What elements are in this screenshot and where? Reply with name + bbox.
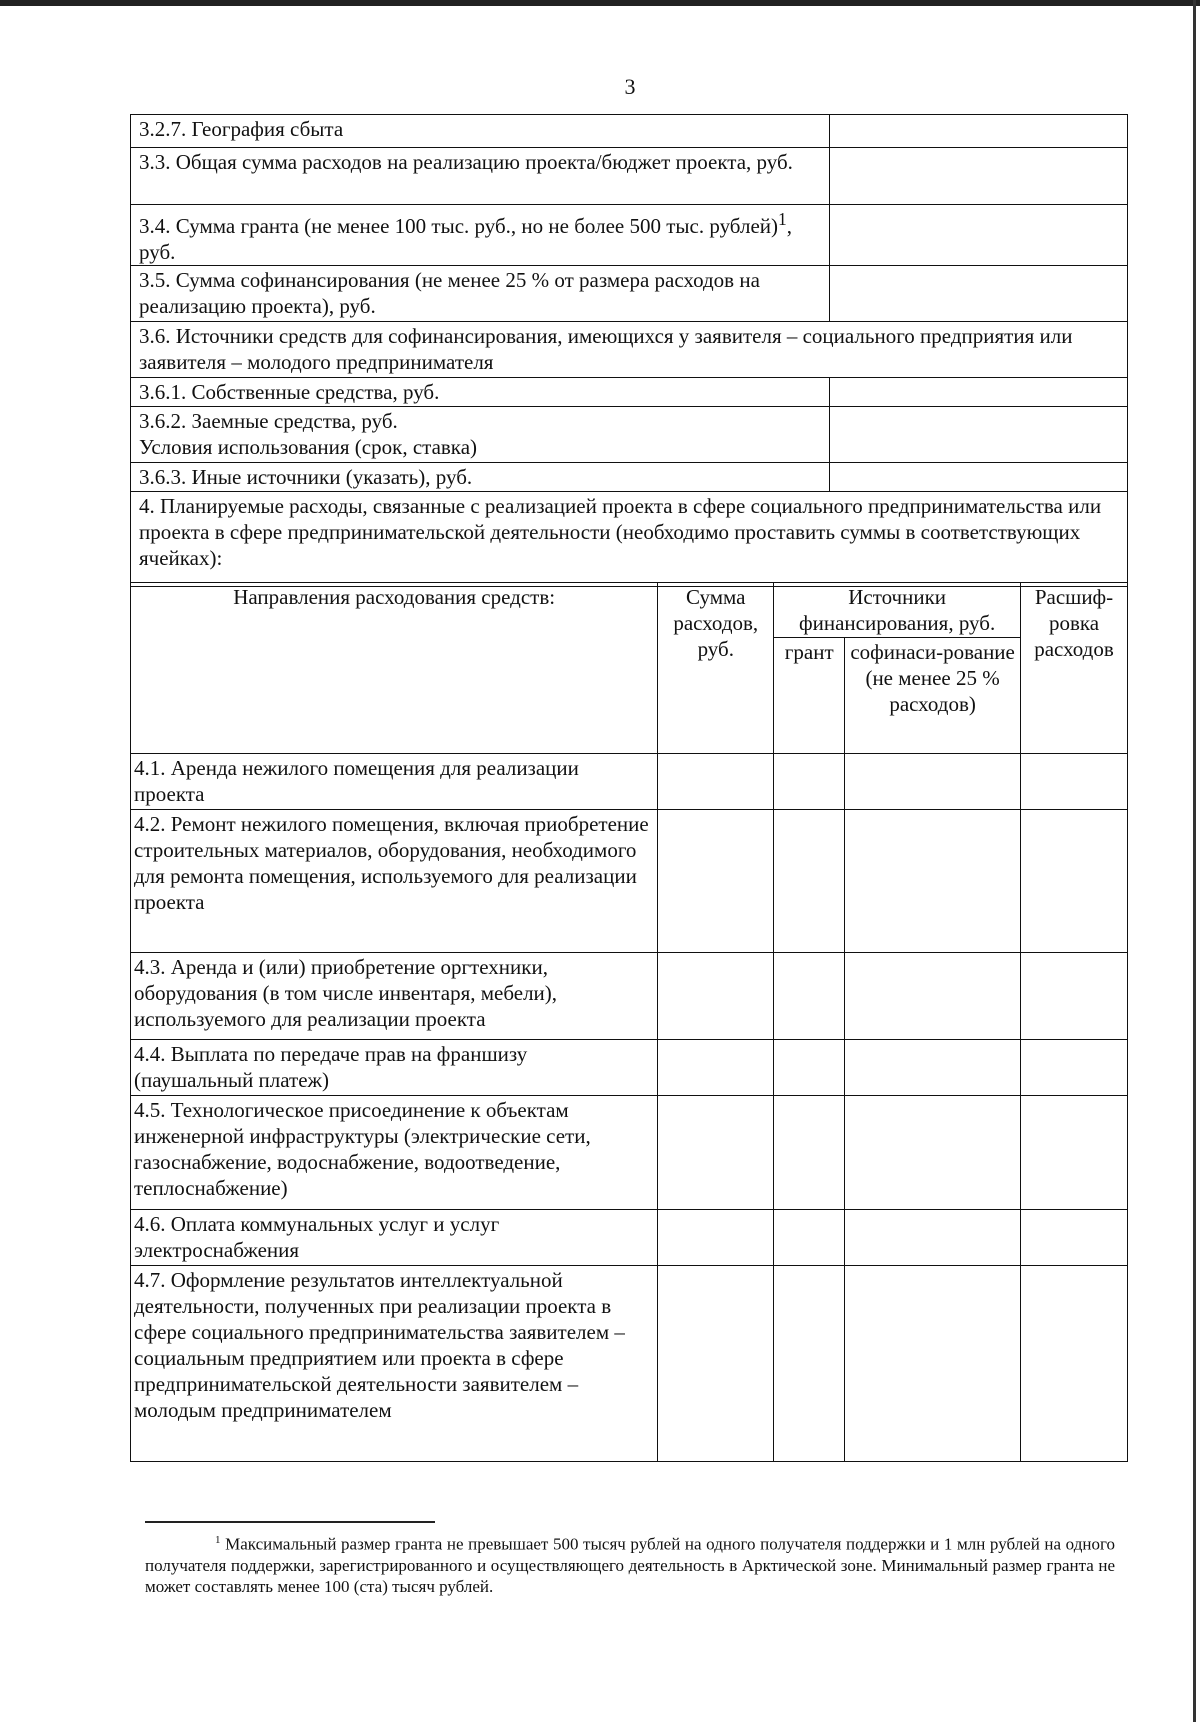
grant-cell[interactable] bbox=[774, 1210, 845, 1266]
value-cell[interactable] bbox=[830, 407, 1128, 463]
decoding-cell[interactable] bbox=[1021, 1040, 1128, 1096]
cofinancing-cell[interactable] bbox=[845, 1266, 1021, 1462]
table-row bbox=[131, 1210, 1128, 1266]
section-header: 3.6. Источники средств для софинансирования, имеющихся у заявителя – социального предприятия или заявителя – молодого предпринимателя bbox=[131, 322, 1128, 378]
row-label: 3.3. Общая сумма расходов на реализацию проекта/бюджет проекта, руб. bbox=[131, 148, 830, 205]
sum-cell[interactable] bbox=[658, 1266, 774, 1462]
top-border-line bbox=[0, 0, 1200, 6]
row-label: 3.6.1. Собственные средства, руб. bbox=[131, 378, 830, 407]
value-cell[interactable] bbox=[830, 463, 1128, 492]
header-sum: Сумма расходов, руб. bbox=[658, 583, 774, 754]
value-cell[interactable] bbox=[830, 205, 1128, 266]
cofinancing-cell[interactable] bbox=[845, 953, 1021, 1040]
header-decoding: Расшиф-ровка расходов bbox=[1021, 583, 1128, 754]
table-row bbox=[131, 754, 1128, 810]
row-label-main: 3.4. Сумма гранта (не менее 100 тыс. руб., но не более 500 тыс. рублей) bbox=[139, 214, 778, 238]
cofinancing-cell[interactable] bbox=[845, 754, 1021, 810]
footnote-separator bbox=[145, 1521, 435, 1523]
row-label bbox=[131, 407, 830, 463]
cofinancing-cell[interactable] bbox=[845, 1040, 1021, 1096]
table-header-row bbox=[131, 583, 1128, 638]
header-grant: грант bbox=[774, 638, 845, 754]
decoding-cell[interactable] bbox=[1021, 1210, 1128, 1266]
table-row bbox=[131, 1040, 1128, 1096]
decoding-cell[interactable] bbox=[1021, 810, 1128, 953]
sum-cell[interactable] bbox=[658, 1096, 774, 1210]
expense-label: 4.6. Оплата коммунальных услуг и услуг электроснабжения bbox=[131, 1210, 658, 1266]
table-row bbox=[131, 378, 1128, 407]
table-row bbox=[131, 1266, 1128, 1462]
grant-cell[interactable] bbox=[774, 1266, 845, 1462]
value-cell[interactable] bbox=[830, 115, 1128, 148]
cofinancing-cell[interactable] bbox=[845, 1096, 1021, 1210]
header-cofinancing: софинаси-рование (не менее 25 % расходов) bbox=[845, 638, 1021, 754]
cofinancing-cell[interactable] bbox=[845, 1210, 1021, 1266]
cofinancing-cell[interactable] bbox=[845, 810, 1021, 953]
row-label-line: 3.6.2. Заемные средства, руб. bbox=[139, 409, 398, 433]
header-sources: Источники финансирования, руб. bbox=[774, 583, 1021, 638]
expense-label: 4.4. Выплата по передаче прав на франшизу (паушальный платеж) bbox=[131, 1040, 658, 1096]
table-row bbox=[131, 148, 1128, 205]
decoding-cell[interactable] bbox=[1021, 1096, 1128, 1210]
grant-cell[interactable] bbox=[774, 1040, 845, 1096]
value-cell[interactable] bbox=[830, 378, 1128, 407]
table-row bbox=[131, 115, 1128, 148]
table-row bbox=[131, 810, 1128, 953]
expense-label: 4.3. Аренда и (или) приобретение оргтехники, оборудования (в том числе инвентаря, мебели), используемого для реализации проекта bbox=[131, 953, 658, 1040]
page-number: 3 bbox=[624, 74, 636, 99]
footnote-text: Максимальный размер гранта не превышает 500 тысяч рублей на одного получателя поддержки и 1 млн рублей на одного получателя поддержки, зарегистрированного и осуществляющего деятельность в Арктической зоне. Минимальный размер гранта не может составлять менее 100 (ста) тысяч рублей. bbox=[145, 1534, 1115, 1596]
decoding-cell[interactable] bbox=[1021, 953, 1128, 1040]
application-form-table bbox=[130, 114, 1128, 587]
row-label: 3.2.7. География сбыта bbox=[131, 115, 830, 148]
grant-cell[interactable] bbox=[774, 1096, 845, 1210]
grant-cell[interactable] bbox=[774, 754, 845, 810]
table-row bbox=[131, 205, 1128, 266]
expenses-table bbox=[130, 582, 1128, 1462]
row-label bbox=[131, 205, 830, 266]
table-row bbox=[131, 492, 1128, 587]
table-row bbox=[131, 322, 1128, 378]
sum-cell[interactable] bbox=[658, 953, 774, 1040]
value-cell[interactable] bbox=[830, 148, 1128, 205]
footnote-ref: 1 bbox=[778, 209, 787, 229]
footnote bbox=[145, 1530, 1115, 1597]
sum-cell[interactable] bbox=[658, 1210, 774, 1266]
section-header: 4. Планируемые расходы, связанные с реализацией проекта в сфере социального предпринимательства или проекта в сфере предпринимательской деятельности (необходимо проставить суммы в соответствующих ячейках): bbox=[131, 492, 1128, 587]
table-row bbox=[131, 953, 1128, 1040]
table-row bbox=[131, 407, 1128, 463]
header-directions: Направления расходования средств: bbox=[131, 583, 658, 754]
table-row bbox=[131, 1096, 1128, 1210]
value-cell[interactable] bbox=[830, 266, 1128, 322]
sum-cell[interactable] bbox=[658, 754, 774, 810]
row-label: 3.6.3. Иные источники (указать), руб. bbox=[131, 463, 830, 492]
sum-cell[interactable] bbox=[658, 810, 774, 953]
table-row bbox=[131, 463, 1128, 492]
row-label-line: Условия использования (срок, ставка) bbox=[139, 435, 478, 459]
grant-cell[interactable] bbox=[774, 953, 845, 1040]
expense-label: 4.5. Технологическое присоединение к объектам инженерной инфраструктуры (электрические сети, газоснабжение, водоснабжение, водоотведение, теплоснабжение) bbox=[131, 1096, 658, 1210]
decoding-cell[interactable] bbox=[1021, 1266, 1128, 1462]
expense-label: 4.7. Оформление результатов интеллектуальной деятельности, полученных при реализации проекта в сфере социального предпринимательства заявителем – социальным предприятием или проекта в сфере предпринимательской деятельности заявителем – молодым предпринимателем bbox=[131, 1266, 658, 1462]
footnote-marker: 1 bbox=[215, 1534, 221, 1546]
expense-label: 4.2. Ремонт нежилого помещения, включая приобретение строительных материалов, оборудования, необходимого для ремонта помещения, используемого для реализации проекта bbox=[131, 810, 658, 953]
grant-cell[interactable] bbox=[774, 810, 845, 953]
sum-cell[interactable] bbox=[658, 1040, 774, 1096]
expense-label: 4.1. Аренда нежилого помещения для реализации проекта bbox=[131, 754, 658, 810]
table-row bbox=[131, 266, 1128, 322]
row-label: 3.5. Сумма софинансирования (не менее 25 % от размера расходов на реализацию проекта), руб. bbox=[131, 266, 830, 322]
right-border-line bbox=[1193, 0, 1196, 1722]
decoding-cell[interactable] bbox=[1021, 754, 1128, 810]
row-label-tail: , руб. bbox=[139, 214, 792, 264]
